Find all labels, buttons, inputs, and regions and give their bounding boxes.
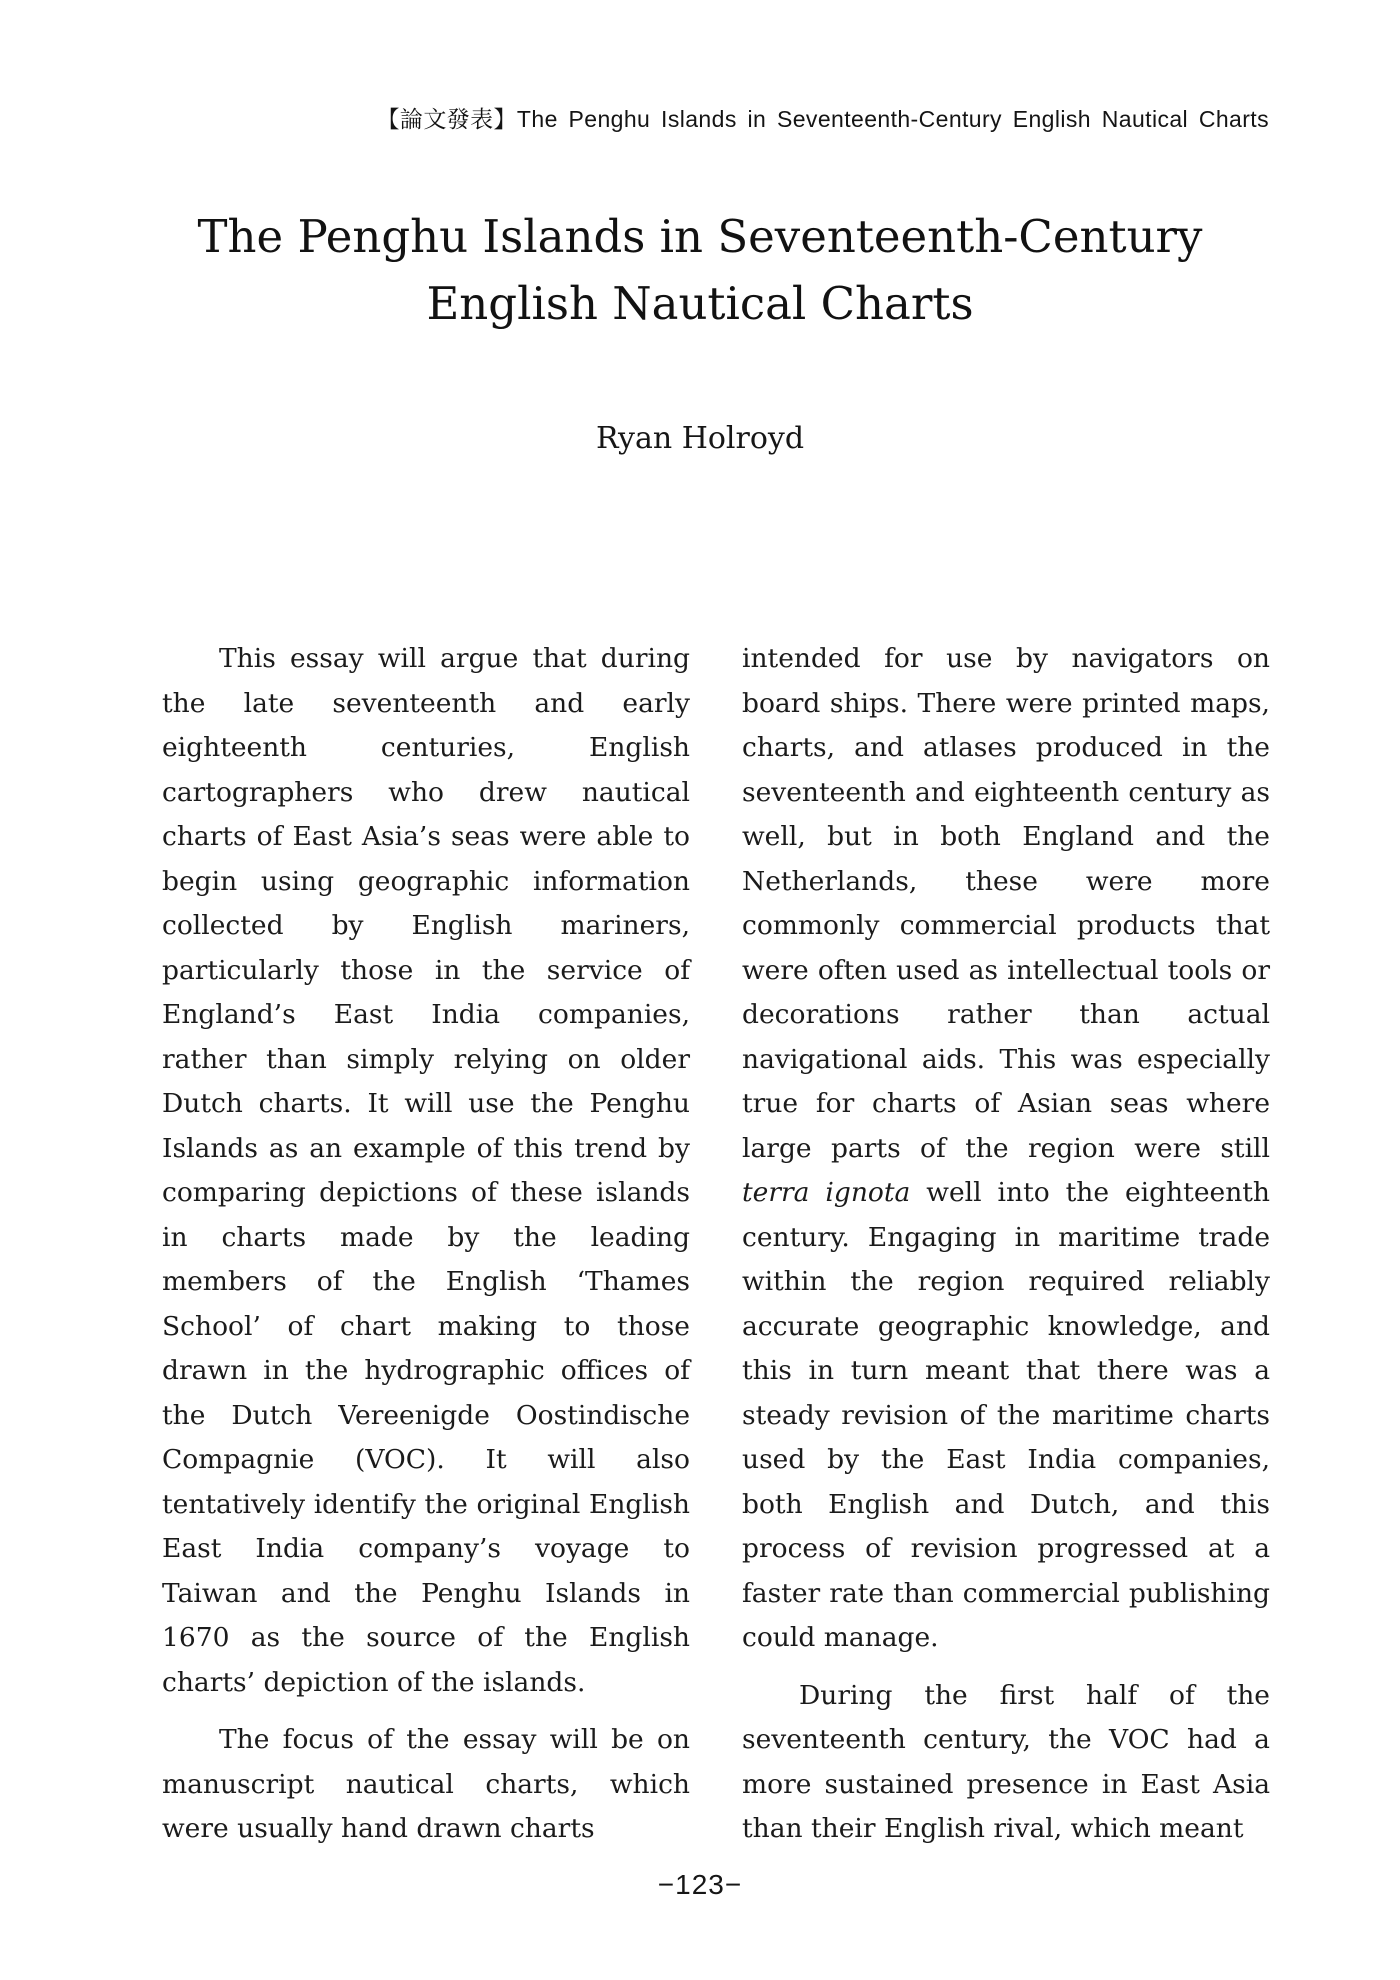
running-header: 【論文發表】The Penghu Islands in Seventeenth-Century English Nautical Charts bbox=[376, 106, 1269, 132]
paragraph-2-continued-post: well into the eighteenth century. Engaging in maritime trade within the region required reliably accurate geographic knowledge, and this in turn meant that there was a steady revision of the maritime charts used by the East India companies, both English and Dutch, and this process of revision progressed at a faster rate than commercial publishing could manage. bbox=[742, 1177, 1270, 1653]
paper-title-line2: English Nautical Charts bbox=[426, 277, 974, 330]
author-name: Ryan Holroyd bbox=[595, 421, 805, 456]
latin-phrase-italic: terra ignota bbox=[742, 1177, 911, 1208]
paragraph-2-start: The focus of the essay will be on manuscript nautical charts, which were usually hand drawn charts bbox=[162, 1724, 690, 1844]
paper-title bbox=[0, 203, 1400, 337]
page-number: −123− bbox=[657, 1869, 743, 1900]
paragraph-3: During the first half of the seventeenth century, the VOC had a more sustained presence in East Asia than their English rival, which meant bbox=[742, 1679, 1270, 1844]
right-column bbox=[742, 637, 1270, 1865]
paper-title-line1: The Penghu Islands in Seventeenth-Century bbox=[197, 210, 1203, 263]
body-text bbox=[162, 637, 1270, 1865]
paragraph-2-continued-pre: intended for use by navigators on board ships. There were printed maps, charts, and atlases produced in the seventeenth and eighteenth century as well, but in both England and the Netherlands, these were more commonly commercial products that were often used as intellectual tools or decorations rather than actual navigational aids. This was especially true for charts of Asian seas where large parts of the region were still bbox=[742, 643, 1270, 1164]
paragraph-1: This essay will argue that during the late seventeenth and early eighteenth centuries, English cartographers who drew nautical charts of East Asia’s seas were able to begin using geographic information collected by English mariners, particularly those in the service of England’s East India companies, rather than simply relying on older Dutch charts. It will use the Penghu Islands as an example of this trend by comparing depictions of these islands in charts made by the leading members of the English ‘Thames School’ of chart making to those drawn in the hydrographic offices of the Dutch Vereenigde Oostindische Compagnie (VOC). It will also tentatively identify the original English East India company’s voyage to Taiwan and the Penghu Islands in 1670 as the source of the English charts’ depiction of the islands. bbox=[162, 643, 690, 1698]
left-column bbox=[162, 637, 690, 1865]
paragraph-2-continued bbox=[742, 637, 1270, 1661]
